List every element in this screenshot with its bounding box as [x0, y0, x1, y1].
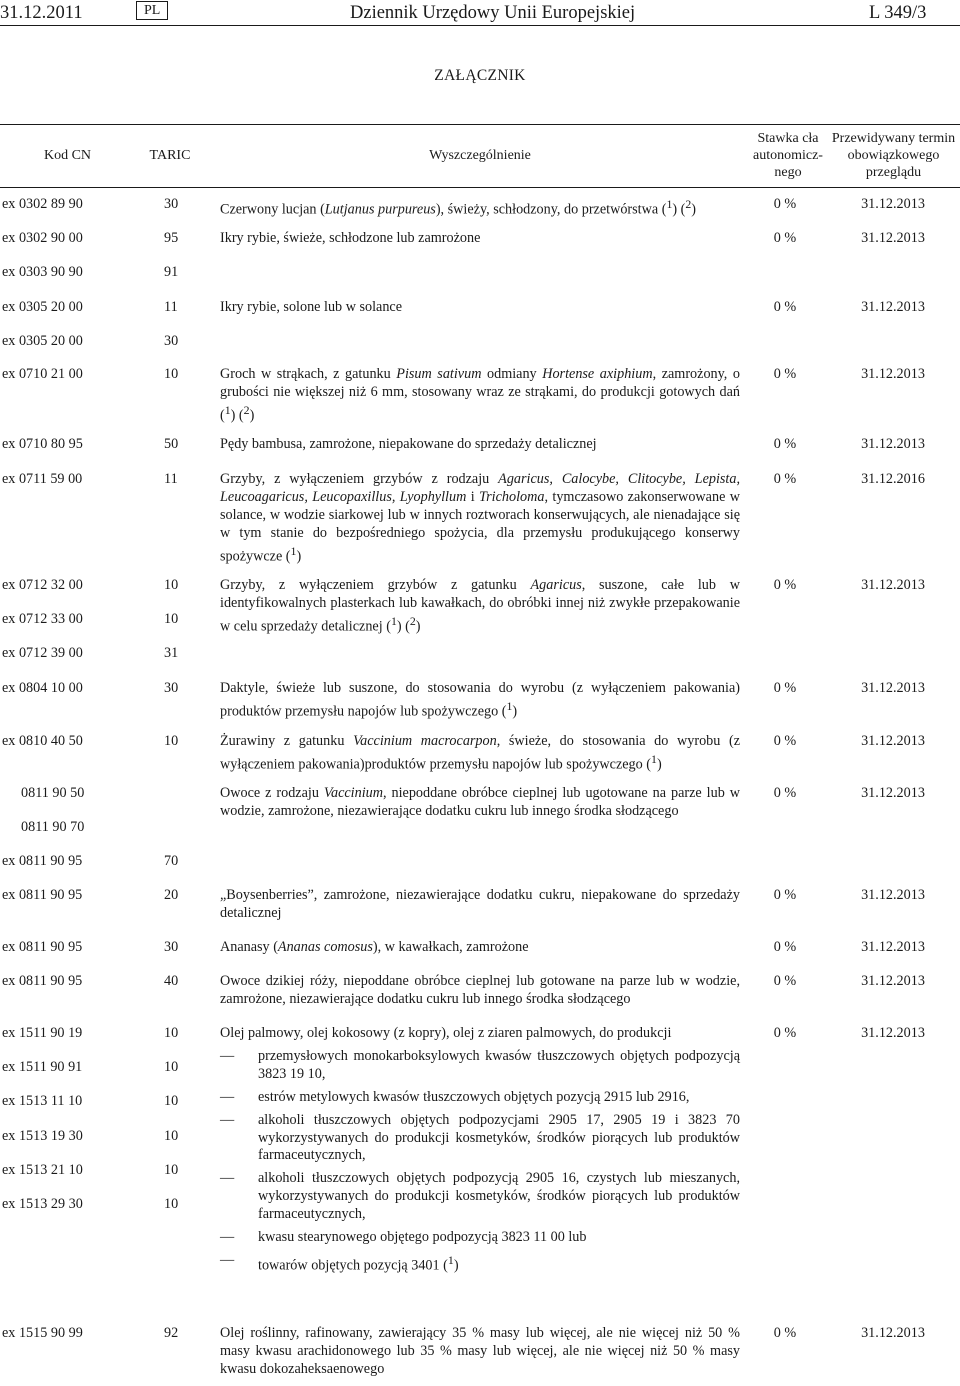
- duty-rate: 0 %: [773, 299, 797, 315]
- dash-text: przemysłowych monokarboksylowych kwasów tłuszczowych objętych podpozycją 3823 19 10,: [258, 1047, 740, 1082]
- dash-text: estrów metylowych kwasów tłuszczowych objętych pozycją 2915 lub 2916,: [258, 1088, 690, 1105]
- description-cell: [220, 577, 740, 636]
- review-date: 31.12.2013: [861, 230, 925, 246]
- cn-code: ex 0302 89 90: [2, 196, 83, 212]
- dash-text: kwasu stearynowego objętego podpozycją 3823 11 00 lub: [258, 1229, 587, 1246]
- taric-code: 10: [164, 366, 179, 382]
- cn-code: ex 0804 10 00: [2, 680, 83, 696]
- col-review-line: obowiązkowego: [847, 148, 940, 163]
- col-taric: TARIC: [149, 148, 191, 163]
- taric-code: 11: [164, 299, 178, 315]
- col-review: [831, 130, 956, 181]
- cn-code: ex 1513 11 10: [2, 1093, 83, 1110]
- duty-rate: 0 %: [773, 471, 797, 487]
- description-text: Daktyle, świeże lub suszone, do stosowania do wyrobu (z wyłączeniem pakowania) produktów przemysłu napojów lub spożywczego ($^1$): [220, 680, 740, 720]
- annex-title: ZAŁĄCZNIK: [434, 67, 526, 84]
- description-text: Grzyby, z wyłączeniem grzybów z rodzaju Agaricus, Calocybe, Clitocybe, Lepista, Leucoagaricus, Leucopaxillus, Lyophyllum i Tricholoma, tymczasowo zakonserwowane w solance, w wodzie siarkowej lub w innych roztworach konserwujących, ale nienadające się w tym stanie do bezpośredniego spożycia, dla przemysłu produkującego konserwy spożywcze ($^1$): [220, 471, 740, 565]
- page-reference: L 349/3: [869, 3, 927, 23]
- taric-code: 91: [164, 264, 179, 281]
- cn-code: ex 0710 21 00: [2, 366, 83, 382]
- description-cell: [220, 680, 740, 722]
- cn-code: ex 0811 90 95: [2, 887, 83, 903]
- review-date: 31.12.2016: [861, 471, 925, 487]
- cn-code: ex 0810 40 50: [2, 733, 83, 749]
- review-date: 31.12.2013: [861, 733, 925, 749]
- duty-rate: 0 %: [773, 887, 797, 903]
- dash-item: [220, 1229, 740, 1247]
- duty-rate: 0 %: [773, 939, 797, 955]
- description-cell: [220, 230, 740, 248]
- cn-code: ex 1515 90 99: [2, 1325, 83, 1341]
- cn-code: ex 0710 80 95: [2, 436, 83, 452]
- taric-code: 40: [164, 973, 179, 989]
- duty-rate: 0 %: [773, 196, 797, 212]
- duty-rate: 0 %: [773, 230, 797, 246]
- description-cell: [220, 299, 740, 317]
- cn-code: ex 0712 32 00: [2, 577, 83, 593]
- description-cell: [220, 366, 740, 425]
- taric-code: 50: [164, 436, 179, 452]
- col-review-line: Przewidywany termin: [831, 131, 956, 146]
- journal-header: [0, 0, 960, 26]
- description-cell: [220, 1325, 740, 1379]
- taric-code: 10: [164, 1093, 179, 1110]
- cn-code: ex 0303 90 90: [2, 264, 83, 281]
- dash-text: alkoholi tłuszczowych objętych podpozycją 2905 16, czystych lub mieszanych, wykorzystywanych do produkcji kosmetyków, środków piorących lub produktów farmaceutycznych,: [258, 1170, 740, 1223]
- description-text: Owoce dzikiej róży, niepoddane obróbce cieplnej lub gotowane na parze lub w wodzie, zamrożone, niezawierające dodatku cukru lub innego środka słodzącego: [220, 973, 740, 1007]
- duty-rate: 0 %: [773, 436, 797, 452]
- taric-code: 30: [164, 680, 179, 696]
- cn-code: ex 0811 90 95: [2, 973, 83, 989]
- duty-rate: 0 %: [773, 1325, 797, 1341]
- description-text: Grzyby, z wyłączeniem grzybów z gatunku Agaricus, suszone, całe lub w identyfikowalnych plasterkach lub kawałkach, do obróbki innej niż zwykłe przepakowanie w celu sprzedaży detalicznej ($^1$) ($^2$): [220, 577, 740, 635]
- col-rate-line: autonomicz-: [753, 148, 823, 163]
- description-cell: [220, 973, 740, 1009]
- dash-item: [220, 1048, 740, 1084]
- review-date: 31.12.2013: [861, 196, 925, 212]
- description-text: Czerwony lucjan (Lutjanus purpureus), świeży, schłodzony, do przetwórstwa ($^1$) ($^2$): [220, 197, 697, 218]
- description-cell: [220, 436, 740, 454]
- cn-code: ex 0811 90 95: [2, 939, 83, 955]
- description-text: Groch w strąkach, z gatunku Pisum sativum odmiany Hortense axiphium, zamrożony, o grubości nie większej niż 6 mm, stosowany wraz ze strąkami, do produkcji gotowych dań ($^1$) ($^2$): [220, 366, 740, 424]
- dash-mark: —: [220, 1088, 235, 1105]
- taric-code: 10: [164, 1196, 179, 1212]
- cn-code: ex 0305 20 00: [2, 299, 83, 315]
- cn-code: 0811 90 50: [21, 785, 85, 801]
- review-date: 31.12.2013: [861, 785, 925, 801]
- review-date: 31.12.2013: [861, 939, 925, 955]
- duty-rate: 0 %: [773, 785, 797, 801]
- dash-mark: —: [220, 1047, 235, 1064]
- description-cell: [220, 733, 740, 775]
- duty-rate: 0 %: [773, 680, 797, 696]
- header-rule: [0, 25, 960, 26]
- taric-code: 11: [164, 471, 178, 487]
- review-date: 31.12.2013: [861, 577, 925, 593]
- col-review-line: przeglądu: [865, 165, 922, 180]
- col-rate-line: nego: [774, 165, 802, 180]
- description-text: Ikry rybie, świeże, schłodzone lub zamrożone: [220, 230, 481, 246]
- taric-code: 92: [164, 1325, 179, 1341]
- taric-code: 31: [164, 645, 179, 662]
- description-cell: [220, 887, 740, 923]
- dash-mark: —: [220, 1229, 235, 1246]
- journal-title: Dziennik Urzędowy Unii Europejskiej: [350, 3, 636, 23]
- taric-code: 10: [164, 577, 179, 593]
- cn-code: ex 1513 21 10: [2, 1161, 83, 1178]
- cn-code: ex 0305 20 00: [2, 333, 83, 350]
- description-cell: [220, 1025, 740, 1276]
- language-badge: PL: [136, 1, 168, 20]
- cn-code: ex 1513 29 30: [2, 1196, 83, 1212]
- dash-mark: —: [220, 1111, 235, 1128]
- duty-rate: 0 %: [773, 973, 797, 989]
- description-cell: [220, 471, 740, 566]
- cn-code: ex 0811 90 95: [2, 853, 83, 870]
- review-date: 31.12.2013: [861, 680, 925, 696]
- description-text: Olej roślinny, rafinowany, zawierający 35 % masy lub więcej, ale nie więcej niż 50 % masy kwasu arachidonowego lub 35 % masy lub więcej, ale nie więcej niż 50 % masy kwasu dokozaheksaenowego: [220, 1325, 740, 1377]
- dash-mark: —: [220, 1251, 235, 1268]
- dash-text: towarów objętych pozycją 3401 ($^1$): [258, 1252, 459, 1274]
- cn-code: 0811 90 70: [21, 819, 85, 836]
- review-date: 31.12.2013: [861, 1325, 925, 1341]
- taric-code: 10: [164, 1025, 179, 1041]
- taric-code: 10: [164, 1161, 179, 1178]
- cn-code: ex 1511 90 19: [2, 1025, 83, 1041]
- review-date: 31.12.2013: [861, 1025, 925, 1041]
- taric-code: 30: [164, 196, 179, 212]
- col-description: Wyszczególnienie: [429, 148, 531, 163]
- table-header: [0, 124, 960, 188]
- taric-code: 10: [164, 611, 179, 628]
- duty-rate: 0 %: [773, 733, 797, 749]
- cn-code: ex 1511 90 91: [2, 1059, 83, 1076]
- review-date: 31.12.2013: [861, 887, 925, 903]
- review-date: 31.12.2013: [861, 973, 925, 989]
- taric-code: 20: [164, 887, 179, 903]
- cn-code: ex 0302 90 00: [2, 230, 83, 246]
- taric-code: 10: [164, 1127, 179, 1144]
- description-text: Owoce z rodzaju Vaccinium, niepoddane obróbce cieplnej lub ugotowane na parze lub w wodzie, zamrożone, niezawierające dodatku cukru lub innego środka słodzącego: [220, 785, 740, 819]
- header-date: 31.12.2011: [0, 3, 83, 23]
- col-rate: [745, 130, 831, 181]
- taric-code: 30: [164, 939, 179, 955]
- description-text: Ikry rybie, solone lub w solance: [220, 299, 403, 315]
- col-cn: Kod CN: [43, 148, 92, 163]
- description-cell: [220, 939, 740, 957]
- cn-code: ex 0712 39 00: [2, 645, 83, 662]
- duty-rate: 0 %: [773, 1025, 797, 1041]
- review-date: 31.12.2013: [861, 436, 925, 452]
- description-cell: [220, 196, 740, 220]
- description-cell: [220, 785, 740, 821]
- duty-rate: 0 %: [773, 366, 797, 382]
- duty-rate: 0 %: [773, 577, 797, 593]
- dash-item: [220, 1089, 740, 1107]
- taric-code: 10: [164, 1059, 179, 1076]
- cn-code: ex 0712 33 00: [2, 611, 83, 628]
- description-text: Ananasy (Ananas comosus), w kawałkach, zamrożone: [220, 939, 529, 955]
- description-text: Żurawiny z gatunku Vaccinium macrocarpon, świeże, do stosowania do wyrobu (z wyłączeniem pakowania)produktów przemysłu napojów lub spożywczego ($^1$): [220, 733, 740, 773]
- dash-text: alkoholi tłuszczowych objętych podpozycjami 2905 17, 2905 19 i 3823 70 wykorzystywanych do produkcji kosmetyków, środków piorących lub produktów farmaceutycznych,: [258, 1111, 740, 1164]
- review-date: 31.12.2013: [861, 366, 925, 382]
- dash-item: [220, 1252, 740, 1276]
- cn-code: ex 1513 19 30: [2, 1127, 83, 1144]
- dash-item: [220, 1112, 740, 1166]
- taric-code: 10: [164, 733, 179, 749]
- cn-code: ex 0711 59 00: [2, 471, 83, 487]
- description-text: „Boysenberries”, zamrożone, niezawierające dodatku cukru, niepakowane do sprzedaży detalicznej: [220, 887, 740, 921]
- dash-mark: —: [220, 1170, 235, 1187]
- col-rate-line: Stawka cła: [757, 131, 819, 146]
- taric-code: 95: [164, 230, 179, 246]
- taric-code: 30: [164, 333, 179, 350]
- taric-code: 70: [164, 853, 179, 870]
- dash-item: [220, 1170, 740, 1224]
- description-text: Pędy bambusa, zamrożone, niepakowane do sprzedaży detalicznej: [220, 436, 597, 452]
- description-text: Olej palmowy, olej kokosowy (z kopry), olej z ziaren palmowych, do produkcji: [220, 1025, 672, 1041]
- review-date: 31.12.2013: [861, 299, 925, 315]
